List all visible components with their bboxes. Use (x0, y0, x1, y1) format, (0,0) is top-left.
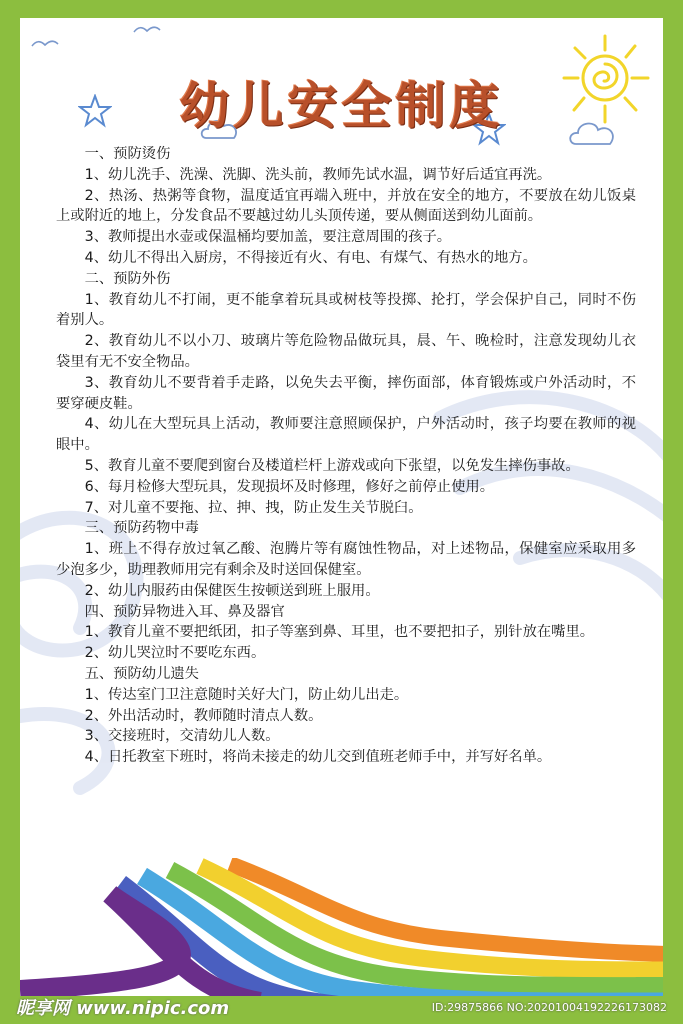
bird-icon (132, 22, 162, 38)
section-heading: 四、预防异物进入耳、鼻及器官 (84, 603, 285, 620)
page-title: 幼儿安全制度 (179, 77, 504, 135)
list-item: 4、日托教室下班时，将尚未接走的幼儿交到值班老师手中，并写好名单。 (84, 749, 552, 766)
section-heading: 三、预防药物中毒 (84, 520, 199, 537)
list-item: 1、班上不得存放过氧乙酸、泡腾片等有腐蚀性物品，对上述物品，保健室应采取用多少泡多少，助理教师用完有剩余及时送回保健室。 (56, 541, 636, 578)
rainbow-road-decoration (20, 858, 663, 996)
list-item: 5、教育儿童不要爬到窗台及楼道栏杆上游戏或向下张望，以免发生摔伤事故。 (84, 457, 580, 474)
list-item: 2、热汤、热粥等食物，温度适宜再端入班中，并放在安全的地方，不要放在幼儿饭桌上或附近的地上，分发食品不要越过幼儿头顶传递，要从侧面送到幼儿面前。 (56, 187, 636, 225)
list-item: 2、幼儿哭泣时不要吃东西。 (84, 645, 266, 662)
section-heading: 一、预防烫伤 (84, 146, 171, 162)
regulation-body (56, 144, 636, 768)
poster (20, 18, 663, 996)
list-item: 3、教师提出水壶或保温桶均要加盖，要注意周围的孩子。 (84, 229, 452, 246)
list-item: 6、每月检修大型玩具，发现损坏及时修理，修好之前停止使用。 (84, 478, 494, 495)
list-item: 1、教育儿童不要把纸团，扣子等塞到鼻、耳里，也不要把扣子，别针放在嘴里。 (84, 624, 595, 641)
list-item: 4、幼儿在大型玩具上活动，教师要注意照顾保护，户外活动时，孩子均要在教师的视眼中。 (56, 416, 636, 454)
section-heading: 五、预防幼儿遗失 (84, 665, 199, 682)
list-item: 2、教育幼儿不以小刀、玻璃片等危险物品做玩具，晨、午、晚检时，注意发现幼儿衣袋里有无不安全物品。 (56, 333, 636, 370)
watermark-logo: 昵享网 www.nipic.com (16, 998, 230, 1019)
list-item: 3、交接班时，交清幼儿人数。 (84, 728, 280, 745)
list-item: 4、幼儿不得出入厨房，不得接近有火、有电、有煤气、有热水的地方。 (84, 249, 537, 266)
list-item: 3、教育幼儿不要背着手走路，以免失去平衡，摔伤面部，体育锻炼或户外活动时，不要穿硬皮鞋。 (56, 374, 636, 412)
watermark-id: ID:29875866 NO:20201004192226173082 (431, 1001, 667, 1014)
list-item: 7、对儿童不要拖、拉、抻、拽，防止发生关节脱臼。 (84, 499, 423, 516)
list-item: 1、传达室门卫注意随时关好大门，防止幼儿出走。 (84, 686, 409, 703)
bird-icon (30, 36, 60, 52)
list-item: 1、幼儿洗手、洗澡、洗脚、洗头前，教师先试水温，调节好后适宜再洗。 (84, 166, 552, 183)
section-heading: 二、预防外伤 (84, 270, 171, 287)
list-item: 1、教育幼儿不打闹，更不能拿着玩具或树枝等投掷、抡打，学会保护自己，同时不伤着别人。 (56, 291, 636, 329)
list-item: 2、幼儿内服药由保健医生按顿送到班上服用。 (84, 582, 380, 599)
list-item: 2、外出活动时，教师随时清点人数。 (84, 707, 323, 724)
